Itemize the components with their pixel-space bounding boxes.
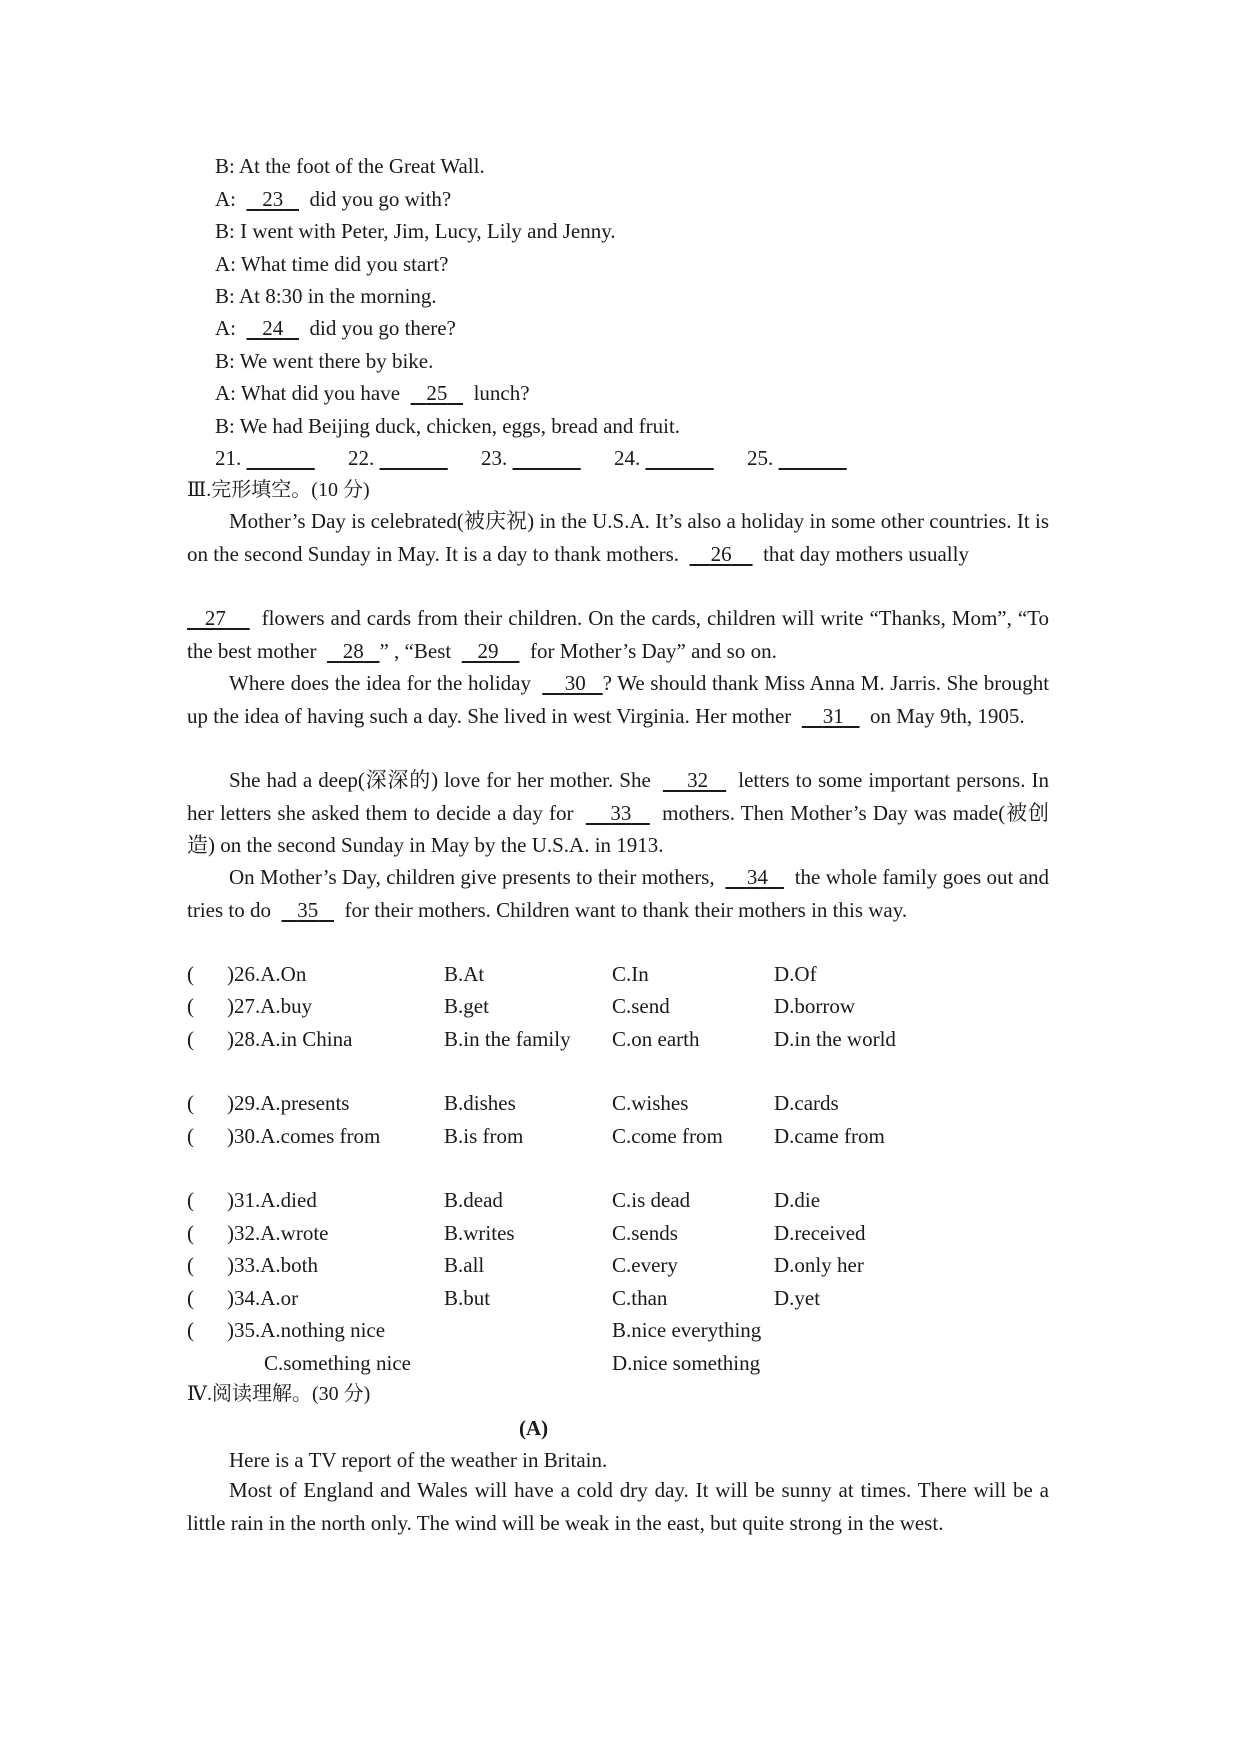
passage-a-intro: Here is a TV report of the weather in Britain. <box>229 1448 608 1472</box>
passage-a-title: (A) <box>519 1416 549 1440</box>
cloze-paragraph-1: Mother’s Day is celebrated(被庆祝) in the U.S.A. It’s also a holiday in some other countries. It is on the second Sunday in May. It is a day to thank mothers. 26 that day mothers usually <box>187 509 1049 566</box>
dialogue-line-4: A: What time did you start? <box>215 252 449 276</box>
dialogue-line-1: B: At the foot of the Great Wall. <box>215 154 485 178</box>
dialogue-line-2: A: 23 did you go with? <box>215 187 452 211</box>
cloze-paragraph-2: Where does the idea for the holiday 30 ? We should thank Miss Anna M. Jarris. She brought up the idea of having such a day. She lived in west Virginia. Her mother 31 on May 9th, 1905. <box>187 671 1050 728</box>
blank-25: 25 <box>426 381 448 405</box>
cloze-paragraph-4: On Mother’s Day, children give presents to their mothers, 34 the whole family goes out and tries to do 35 for their mothers. Children want to thank their mothers in this way. <box>187 865 1050 922</box>
blank-23: 23 <box>262 187 284 211</box>
dialogue-line-9: B: We had Beijing duck, chicken, eggs, bread and fruit. <box>215 414 681 438</box>
dialogue-line-8: A: What did you have 25 lunch? <box>215 381 530 405</box>
cloze-paragraph-3: She had a deep(深深的) love for her mother. She 32 letters to some important persons. In her letters she asked them to decide a day for 33 mothers. Then Mother’s Day was made(被创造) on the second Sunday in May by the U.S.A. in 1913. <box>187 768 1050 857</box>
section-4-heading: Ⅳ.阅读理解。(30 分) <box>187 1383 371 1405</box>
answer-line: 21. 22. 23. 24. 25. <box>215 446 774 470</box>
dialogue-line-7: B: We went there by bike. <box>215 349 434 373</box>
worksheet-page: B: At the foot of the Great Wall. A: 23 did you go with? B: I went with Peter, Jim, Lucy, Lily and Jenny. A: What time did you start? B: At 8:30 in the morning. A: 24 did you go there? B: We went there by bike. A: What did you have 25 lunch? B: We had Beijing duck, chicken, eggs, bread and fruit. 21. 22. 23. 24. 25. Ⅲ.完形填空。(10 分) Mother’s Day is celebrated(被庆祝) in the U.S.A. It’s also a holiday in some other countries. It is on the second Sunday in May. It is a day to thank mothers. 26 that day mothers usually 27 flowers and cards from their children. On the cards, children will write “Thanks, Mom”, “To the best mother 28 ” , “Best 29 for Mother’s Day” and so on. Where does the idea for the holiday 30 ? We should thank Miss Anna M. Jarris. She brought up the idea of having such a day. She lived in west Virginia. Her mother 31 on May 9th, 1905. She had a deep(深深的) love for her mother. She 32 letters to some important persons. In her letters she asked them to decide a day for 33 mothers. Then Mother’s Day was made(被创造) on the second Sunday in May by the U.S.A. in 1913. On Mother’s Day, children give presents to their mothers, 34 the whole family goes out and tries to do 35 for their mothers. Children want to thank their mothers in this way. ( )26.A.On B.At C.In D.Of ( )27.A.buy B.get C.send D.borrow ( )28.A.in China B.in the family C.on earth D.in the world ( )29.A.presents B.dishes C.wishes D.cards ( )30.A.comes from B.is from C.come from D.came from ( )31.A.died B.dead C.is dead D.die ( )32.A.wrote B.writes C.sends D.received ( )33.A.both B.all C.every D.only her ( )34.A.or B.but C.than D.yet ( )35.A.nothing nice B.nice everything C.something nice D.nice something Ⅳ.阅读理解。(30 分) (A) Here is a TV report of the weather in Britain. Most of England and Wales will have a cold dry day. It will be sunny at times. There will be a little rain in the north only. The wind will be weak in the east, but quite strong in the west. <box>0 0 1241 1754</box>
cloze-paragraph-1-continued: 27 flowers and cards from their children. On the cards, children will write “Thanks, Mom”, “To the best mother 28 ” , “Best 29 for Mother’s Day” and so on. <box>187 606 1050 663</box>
dialogue-line-5: B: At 8:30 in the morning. <box>215 284 437 308</box>
passage-a-paragraph: Most of England and Wales will have a cold dry day. It will be sunny at times. There will be a little rain in the north only. The wind will be weak in the east, but quite strong in the west. <box>187 1478 1049 1535</box>
blank-24: 24 <box>262 316 284 340</box>
dialogue-line-3: B: I went with Peter, Jim, Lucy, Lily and Jenny. <box>215 219 616 243</box>
section-3-heading: Ⅲ.完形填空。(10 分) <box>187 479 370 501</box>
dialogue-line-6: A: 24 did you go there? <box>215 316 456 340</box>
